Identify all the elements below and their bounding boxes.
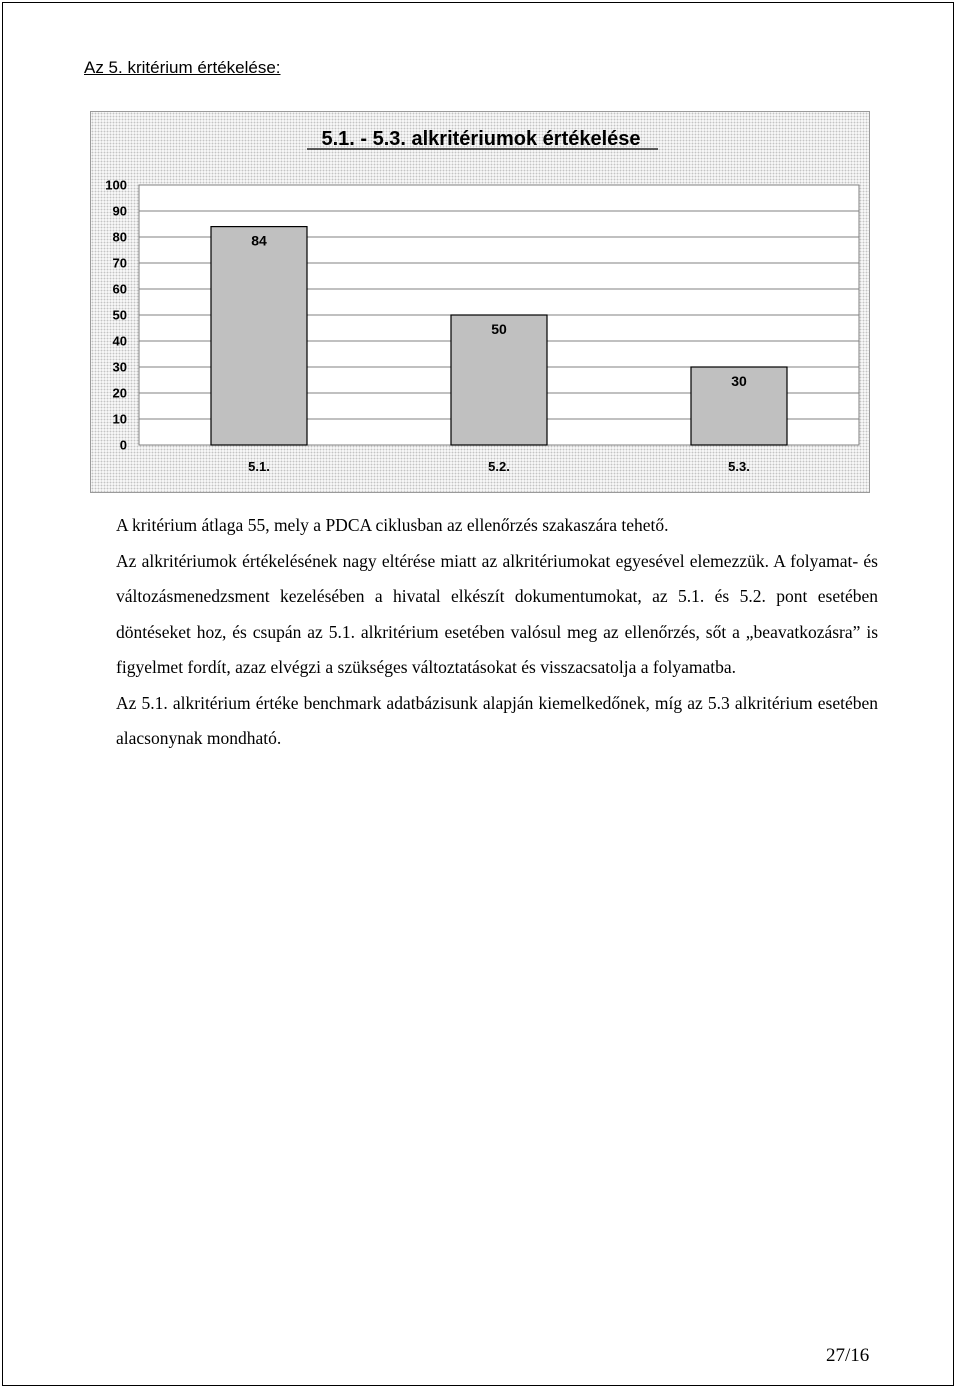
y-tick-label: 80 [112,229,127,245]
bar [211,227,307,445]
x-tick-label: 5.2. [488,459,510,474]
x-axis-ticks [248,459,750,474]
y-tick-label: 50 [112,307,127,323]
paragraph-analysis: Az alkritériumok értékelésének nagy eltérése miatt az alkritériumokat egyesével elemezzük. A folyamat- és változásmenedzsment kezelésében a hivatal elkészít dokumentumokat, az 5.1. és 5.2. pont esetében döntéseket hoz, és csupán az 5.1. alkritérium esetében valósul meg az ellenőrzés, sőt a „beavatkozásra” is figyelmet fordít, azaz elvégzi a szükséges változtatásokat és visszacsatolja a folyamatba. [116,550,878,677]
x-tick-label: 5.3. [728,459,750,474]
y-tick-label: 100 [105,177,127,193]
y-tick-label: 10 [112,411,127,427]
bar-value-label: 30 [731,373,747,389]
x-tick-label: 5.1. [248,459,270,474]
bar-value-label: 50 [491,321,507,337]
y-tick-label: 30 [112,359,127,375]
chart-container [90,111,870,493]
y-tick-label: 40 [112,333,127,349]
chart-title: 5.1. - 5.3. alkritériumok értékelése [321,128,641,150]
page-number: 27/16 [826,1345,870,1366]
y-axis-ticks [105,178,127,453]
paragraph-average: A kritérium átlaga 55, mely a PDCA ciklusban az ellenőrzés szakaszára tehető. [116,515,669,535]
y-tick-label: 90 [112,203,127,219]
paragraph-benchmark: Az 5.1. alkritérium értéke benchmark adatbázisunk alapján kiemelkedőnek, míg az 5.3 alkritérium esetében alacsonynak mondható. [116,692,878,748]
section-heading: Az 5. kritérium értékelése: [84,58,281,77]
bar-chart [91,112,871,494]
y-tick-label: 20 [112,385,127,401]
y-tick-label: 0 [119,437,127,453]
y-tick-label: 60 [112,281,127,297]
y-tick-label: 70 [112,255,127,271]
body-text [116,508,878,757]
bar-value-label: 84 [251,232,267,249]
